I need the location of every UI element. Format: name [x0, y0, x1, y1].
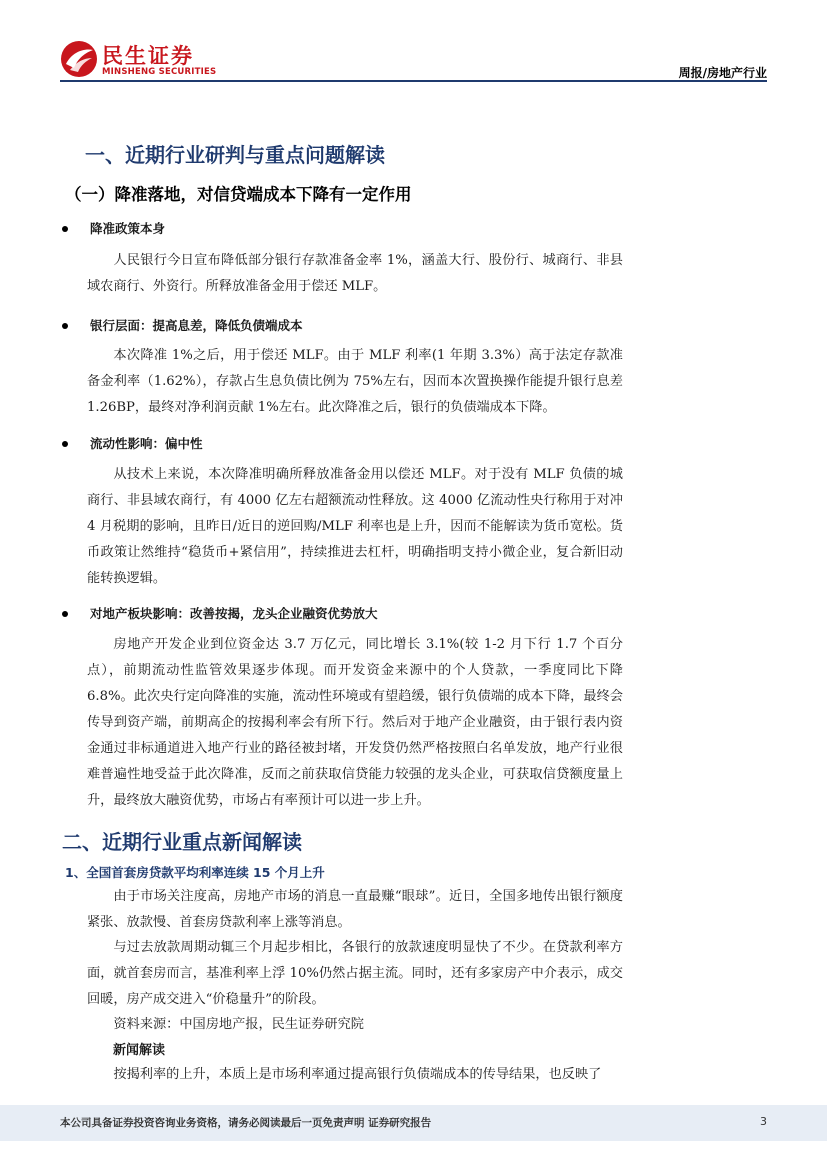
- report-type-label: 周报/房地产行业: [678, 66, 767, 80]
- news-paragraph-1: 由于市场关注度高，房地产市场的消息一直最赚“眼球”。近日，全国多地传出银行额度紧张、放款慢、首套房贷款利率上涨等消息。: [87, 889, 623, 930]
- bullet-label: 对地产板块影响：改善按揭，龙头企业融资优势放大: [90, 606, 378, 621]
- news-paragraph-2: 与过去放款周期动辄三个月起步相比，各银行的放款速度明显快了不少。在贷款利率方面，就首套房而言，基准利率上浮 10%仍然占据主流。同时，还有多家房产中介表示，成交回暖，房产成交进入“价稳量升”的阶段。: [87, 940, 623, 1007]
- bullet-dot-icon: [62, 226, 68, 232]
- bullet-heading-liquidity: [62, 434, 203, 452]
- logo-chinese-name: 民生证券: [102, 44, 194, 68]
- bullet-label: 流动性影响：偏中性: [90, 436, 203, 451]
- bullet-dot-icon: [62, 323, 68, 329]
- news-interpretation-text: 按揭利率的上升，本质上是市场利率通过提高银行负债端成本的传导结果，也反映了: [113, 1067, 602, 1082]
- page-footer: [0, 1105, 827, 1141]
- bullet-dot-icon: [62, 611, 68, 617]
- news-title: 1、全国首套房贷款平均利率连续 15 个月上升: [65, 865, 325, 880]
- section-1-title: 一、近期行业研判与重点问题解读: [85, 143, 385, 167]
- subsection-1-title: （一）降准落地，对信贷端成本下降有一定作用: [65, 185, 412, 204]
- bullet-heading-bank-level: [62, 316, 303, 334]
- page-number: 3: [760, 1115, 767, 1128]
- paragraph-bank-level: 本次降准 1%之后，用于偿还 MLF。由于 MLF 利率(1 年期 3.3%）高于法定存款准备金利率（1.62%），存款占生息负债比例为 75%左右，因而本次置换操作能提升银行息差 1.26BP，最终对净利润贡献 1%左右。此次降准之后，银行的负债端成本下降。: [87, 348, 623, 415]
- bullet-label: 降准政策本身: [90, 221, 166, 236]
- company-logo: [60, 40, 240, 82]
- news-source: 资料来源：中国房地产报，民生证券研究院: [113, 1017, 364, 1032]
- section-2-title: 二、近期行业重点新闻解读: [62, 830, 302, 854]
- logo-mark-icon: [60, 40, 98, 78]
- footer-disclaimer: 本公司具备证券投资咨询业务资格，请务必阅读最后一页免责声明 证券研究报告: [60, 1117, 432, 1129]
- header-divider: [60, 80, 767, 82]
- paragraph-rrr-policy: 人民银行今日宣布降低部分银行存款准备金率 1%，涵盖大行、股份行、城商行、非县域农商行、外资行。所释放准备金用于偿还 MLF。: [87, 253, 623, 294]
- paragraph-liquidity: 从技术上来说，本次降准明确所释放准备金用以偿还 MLF。对于没有 MLF 负债的城商行、非县域农商行，有 4000 亿左右超额流动性释放。这 4000 亿流动性央行称用于对冲 4 月税期的影响，且昨日/近日的逆回购/MLF 利率也是上升，因而不能解读为货币宽松。货币政策让然维持“稳货币+紧信用”，持续推进去杠杆，明确指明支持小微企业，复合新旧动能转换逻辑。: [87, 467, 623, 586]
- bullet-heading-real-estate: [62, 604, 378, 622]
- paragraph-real-estate: 房地产开发企业到位资金达 3.7 万亿元，同比增长 3.1%(较 1-2 月下行 1.7 个百分点），前期流动性监管效果逐步体现。而开发资金来源中的个人贷款，一季度同比下降 6.8%。此次央行定向降准的实施，流动性环境或有望趋缓，银行负债端的成本下降，最终会传导到资产端，前期高企的按揭利率会有所下行。然后对于地产企业融资，由于银行表内资金通过非标通道进入地产行业的路径被封堵，开发贷仍然严格按照白名单发放，地产行业很难普遍性地受益于此次降准，反而之前获取信贷能力较强的龙头企业，可获取信贷额度量上升，最终放大融资优势，市场占有率预计可以进一步上升。: [87, 637, 623, 808]
- bullet-heading-rrr-policy: [62, 219, 165, 237]
- logo-english-name: MINSHENG SECURITIES: [102, 67, 217, 77]
- news-interpretation-heading: 新闻解读: [113, 1043, 166, 1058]
- bullet-label: 银行层面：提高息差，降低负债端成本: [90, 318, 303, 333]
- bullet-dot-icon: [62, 441, 68, 447]
